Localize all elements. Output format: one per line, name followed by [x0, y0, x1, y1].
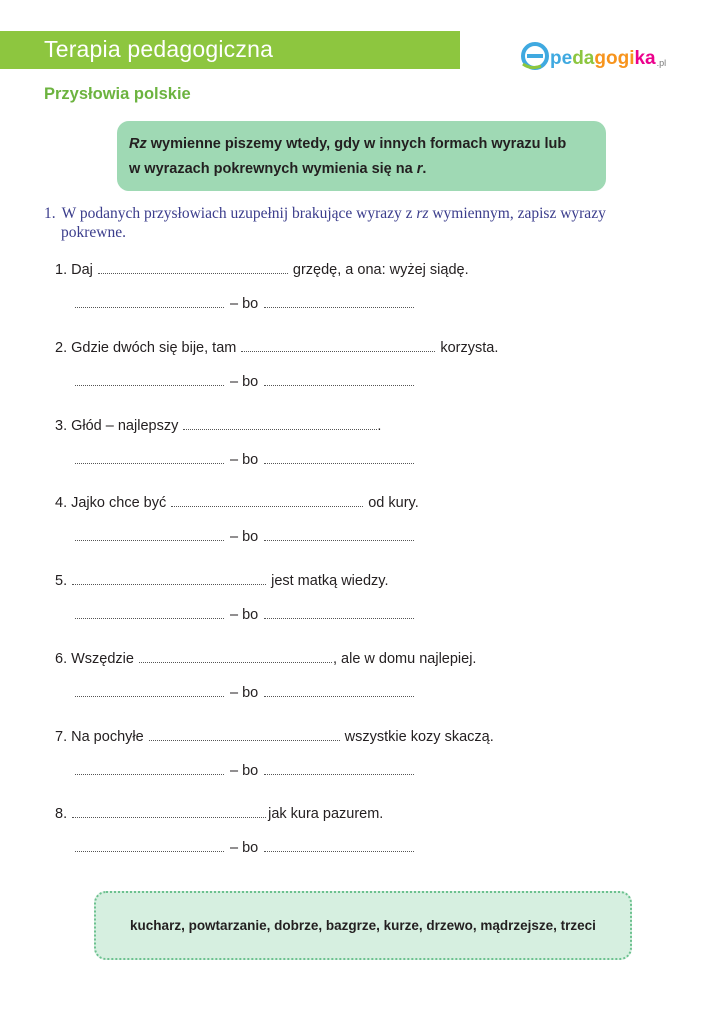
answer-blank[interactable] [75, 539, 224, 541]
proverb-item: 6. Wszędzie , ale w domu najlepiej. [55, 651, 477, 667]
answer-row: – bo [75, 685, 414, 701]
answer-blank[interactable] [75, 617, 224, 619]
answer-row: – bo [75, 296, 414, 312]
answer-row: – bo [75, 452, 414, 468]
related-word-blank[interactable] [264, 617, 414, 619]
word-bank-text: kucharz, powtarzanie, dobrze, bazgrze, kurze, drzewo, mądrzejsze, trzeci [130, 918, 596, 933]
blank-input[interactable] [183, 428, 377, 430]
task-number: 1. [44, 205, 56, 222]
word-bank [94, 891, 632, 960]
logo-wordmark: pedagogika [550, 48, 656, 69]
related-word-blank[interactable] [264, 462, 414, 464]
blank-input[interactable] [139, 661, 332, 663]
answer-blank[interactable] [75, 695, 224, 697]
answer-row: – bo [75, 607, 414, 623]
rule-text-1: wymienne piszemy wtedy, gdy w innych formach wyrazu lub [146, 136, 567, 152]
answer-row: – bo [75, 529, 414, 545]
blank-input[interactable] [171, 505, 363, 507]
page-title: Terapia pedagogiczna [44, 36, 274, 62]
related-word-blank[interactable] [264, 306, 414, 308]
proverb-item: 3. Głód – najlepszy . [55, 418, 382, 434]
answer-blank[interactable] [75, 462, 224, 464]
section-title: Przysłowia polskie [44, 85, 191, 103]
rule-box: Rz wymienne piszemy wtedy, gdy w innych formach wyrazu lub w wyrazach pokrewnych wymienia się na r. [117, 121, 606, 191]
answer-blank[interactable] [75, 773, 224, 775]
logo-suffix: .pl [656, 58, 667, 68]
related-word-blank[interactable] [264, 773, 414, 775]
answer-blank[interactable] [75, 384, 224, 386]
epedagogika-logo [521, 30, 666, 70]
proverb-item: 1. Daj grzędę, a ona: wyżej siądę. [55, 262, 469, 278]
blank-input[interactable] [98, 272, 288, 274]
proverb-item: 8. jak kura pazurem. [55, 806, 384, 822]
proverb-item: 5. jest matką wiedzy. [55, 573, 389, 589]
blank-input[interactable] [72, 583, 266, 585]
rule-rz: Rz [129, 136, 147, 152]
proverb-item: 7. Na pochyłe wszystkie kozy skaczą. [55, 729, 494, 745]
answer-row: – bo [75, 374, 414, 390]
answer-row: – bo [75, 840, 414, 856]
proverb-item: 4. Jajko chce być od kury. [55, 495, 419, 511]
logo-e-icon [521, 42, 549, 70]
rule-text-2: w wyrazach pokrewnych wymienia się na [129, 161, 417, 177]
task-instruction: 1. W podanych przysłowiach uzupełnij brakujące wyrazy z rz wymiennym, zapisz wyrazy pokrewne. [44, 205, 606, 241]
proverb-item: 2. Gdzie dwóch się bije, tam korzysta. [55, 340, 499, 356]
blank-input[interactable] [72, 816, 266, 818]
answer-blank[interactable] [75, 306, 224, 308]
answer-row: – bo [75, 763, 414, 779]
answer-blank[interactable] [75, 850, 224, 852]
related-word-blank[interactable] [264, 850, 414, 852]
rule-r: r [416, 161, 423, 177]
related-word-blank[interactable] [264, 695, 414, 697]
blank-input[interactable] [241, 350, 435, 352]
blank-input[interactable] [149, 739, 340, 741]
related-word-blank[interactable] [264, 384, 414, 386]
related-word-blank[interactable] [264, 539, 414, 541]
